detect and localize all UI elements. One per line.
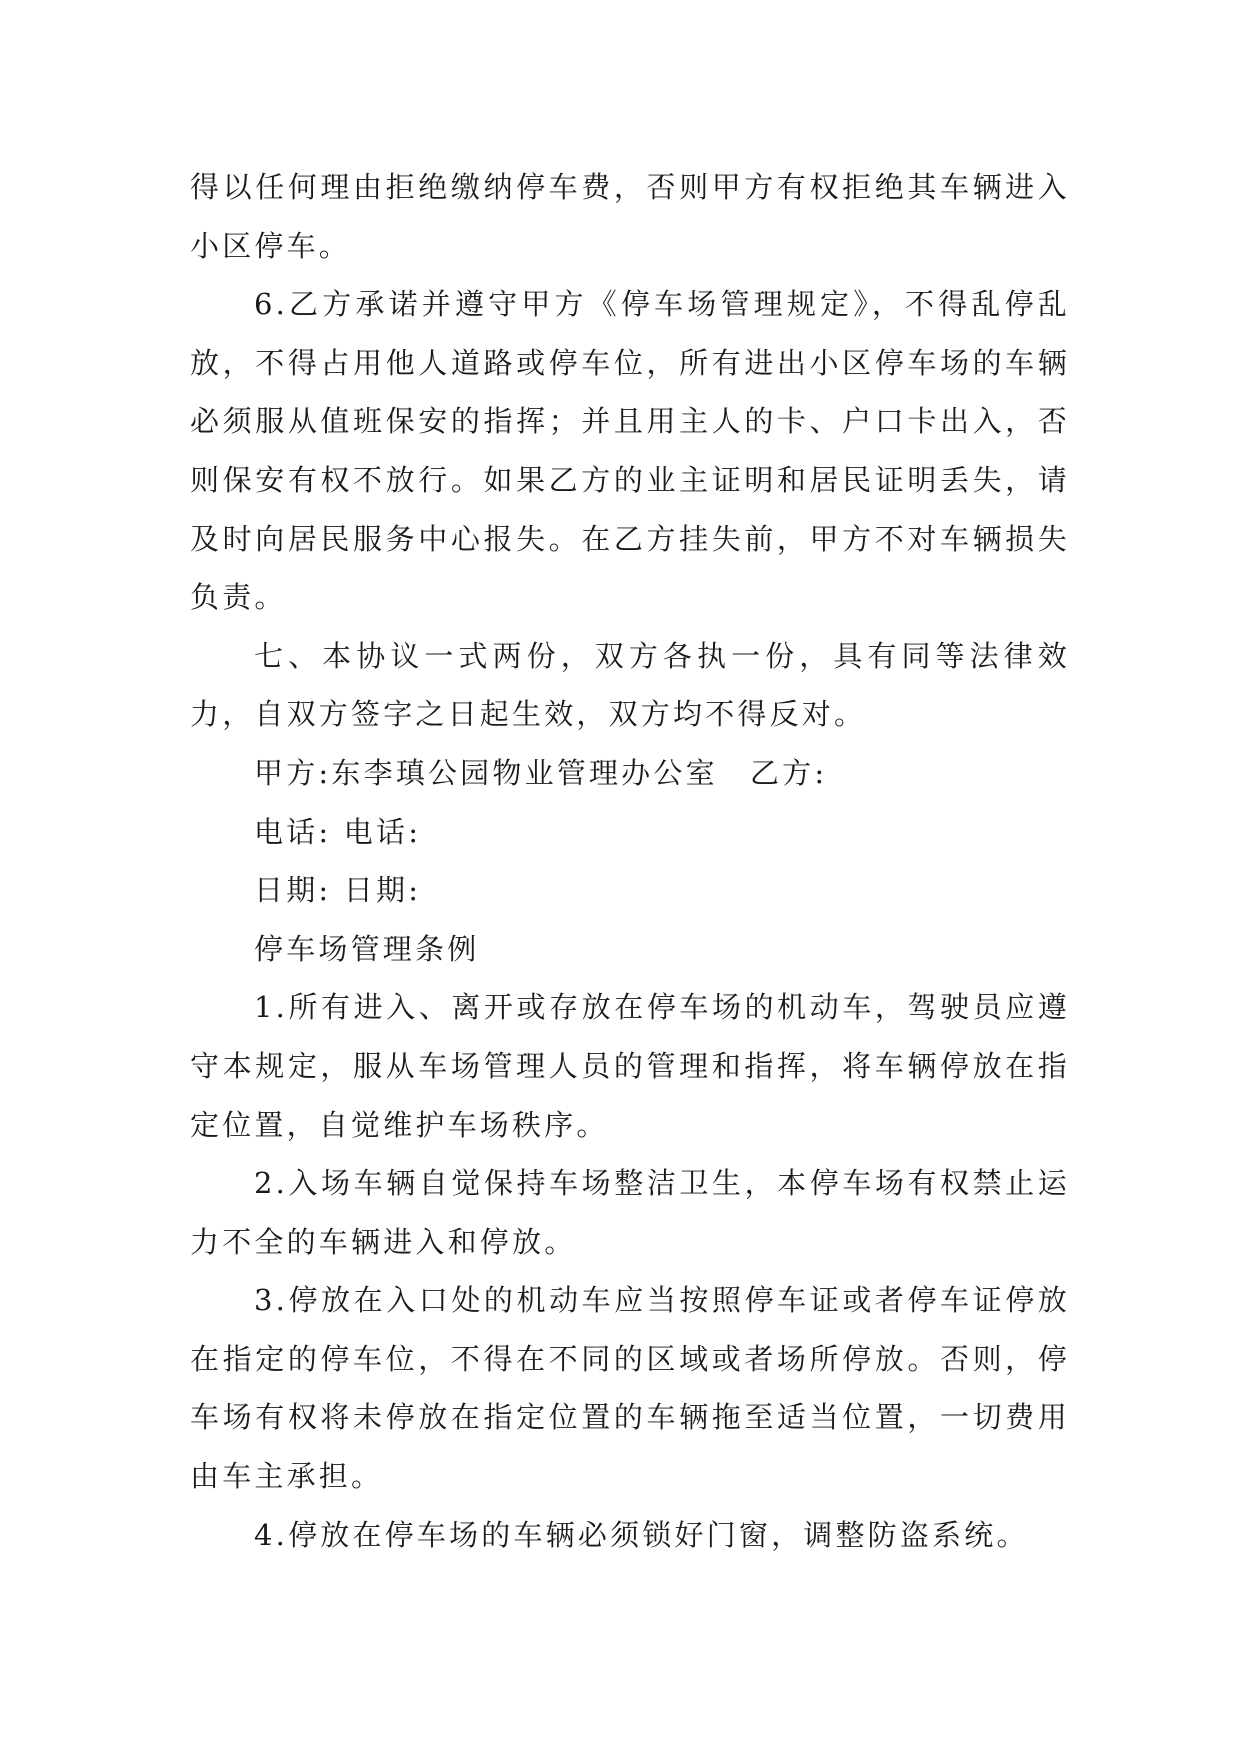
regulation-item-3: 3.停放在入口处的机动车应当按照停车证或者停车证停放在指定的停车位，不得在不同的区域或者场所停放。否则，停车场有权将未停放在指定位置的车辆拖至适当位置，一切费用由车主承担。	[190, 1283, 1070, 1494]
paragraph-continuation: 得以任何理由拒绝缴纳停车费，否则甲方有权拒绝其车辆进入小区停车。	[190, 170, 1070, 263]
signature-party-line: 甲方:东李瑱公园物业管理办公室 乙方:	[254, 755, 828, 790]
paragraph-item-6: 6.乙方承诺并遵守甲方《停车场管理规定》，不得乱停乱放，不得占用他人道路或停车位，所有进出小区停车场的车辆必须服从值班保安的指挥；并且用主人的卡、户口卡出入，否则保安有权不放行。如果乙方的业主证明和居民证明丢失，请及时向居民服务中心报失。在乙方挂失前，甲方不对车辆损失负责。	[190, 287, 1070, 615]
signature-phone-line: 电话: 电话:	[254, 814, 422, 849]
regulation-item-1: 1.所有进入、离开或存放在停车场的机动车，驾驶员应遵守本规定，服从车场管理人员的管理和指挥，将车辆停放在指定位置，自觉维护车场秩序。	[190, 990, 1070, 1142]
section-heading: 停车场管理条例	[254, 931, 480, 966]
document-body	[190, 158, 1070, 1564]
paragraph-clause-7: 七、本协议一式两份，双方各执一份，具有同等法律效力，自双方签字之日起生效，双方均不得反对。	[190, 638, 1070, 732]
signature-date-line: 日期: 日期:	[254, 873, 422, 908]
regulation-item-2: 2.入场车辆自觉保持车场整洁卫生，本停车场有权禁止运力不全的车辆进入和停放。	[190, 1166, 1070, 1259]
regulation-item-4: 4.停放在停车场的车辆必须锁好门窗，调整防盗系统。	[254, 1517, 1029, 1552]
